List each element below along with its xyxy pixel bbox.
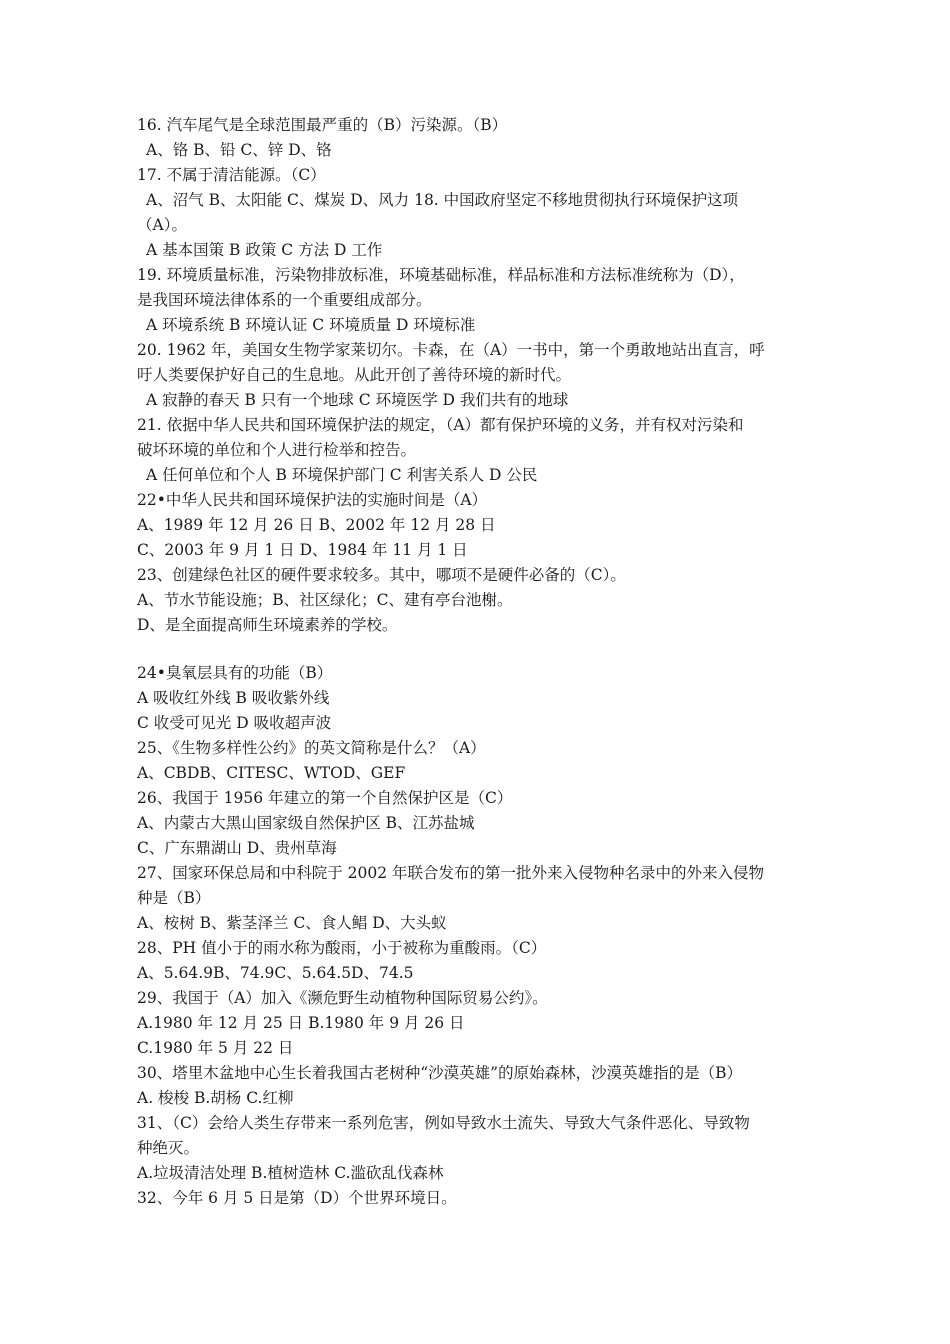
question-20: 20. 1962 年，美国女生物学家莱切尔。卡森，在（A）一书中，第一个勇敢地站出直言，呼 xyxy=(137,341,765,359)
question-31-options: A.垃圾清洁处理 B.植树造林 C.滥砍乱伐森林 xyxy=(137,1164,444,1182)
question-27: 27、国家环保总局和中科院于 2002 年联合发布的第一批外来入侵物种名录中的外来入侵物 xyxy=(137,864,765,882)
question-28-options: A、5.64.9B、74.9C、5.64.5D、74.5 xyxy=(137,964,414,982)
question-23-options-abc: A、节水节能设施；B、社区绿化；C、建有亭台池榭。 xyxy=(137,591,513,609)
question-26-options-ab: A、内蒙古大黑山国家级自然保护区 B、江苏盐城 xyxy=(137,814,475,832)
question-20-continuation: 吁人类要保护好自己的生息地。从此开创了善待环境的新时代。 xyxy=(137,366,572,384)
question-29-options-ab: A.1980 年 12 月 25 日 B.1980 年 9 月 26 日 xyxy=(137,1014,465,1032)
question-21-continuation: 破坏环境的单位和个人进行检举和控告。 xyxy=(137,441,417,459)
question-29-option-c: C.1980 年 5 月 22 日 xyxy=(137,1039,294,1057)
question-17-options-and-question-18: A、沼气 B、太阳能 C、煤炭 D、风力 18. 中国政府坚定不移地贯彻执行环境保护这项 xyxy=(146,191,739,209)
question-24-options-cd: C 收受可见光 D 吸收超声波 xyxy=(137,714,332,732)
question-22: 22•中华人民共和国环境保护法的实施时间是（A） xyxy=(137,491,488,509)
question-17: 17. 不属于清洁能源。（C） xyxy=(137,166,326,184)
question-23: 23、创建绿色社区的硬件要求较多。其中，哪项不是硬件必备的（C）。 xyxy=(137,566,626,584)
question-30-options: A. 梭梭 B.胡杨 C.红柳 xyxy=(137,1089,294,1107)
question-31: 31、（C）会给人类生存带来一系列危害，例如导致水土流失、导致大气条件恶化、导致物 xyxy=(137,1114,750,1132)
question-25-options: A、CBDB、CITESC、WTOD、GEF xyxy=(137,764,406,782)
question-26-options-cd: C、广东鼎湖山 D、贵州草海 xyxy=(137,839,337,857)
question-27-options: A、桉树 B、紫茎泽兰 C、食人鲳 D、大头蚁 xyxy=(137,914,447,932)
question-16: 16. 汽车尾气是全球范围最严重的（B）污染源。（B） xyxy=(137,116,508,134)
question-32: 32、今年 6 月 5 日是第（D）个世界环境日。 xyxy=(137,1189,457,1207)
question-19-continuation: 是我国环境法律体系的一个重要组成部分。 xyxy=(137,291,432,309)
question-19-options: A 环境系统 B 环境认证 C 环境质量 D 环境标准 xyxy=(146,316,476,334)
question-31-continuation: 种绝灭。 xyxy=(137,1139,200,1157)
question-20-options: A 寂静的春天 B 只有一个地球 C 环境医学 D 我们共有的地球 xyxy=(146,391,569,409)
question-26: 26、我国于 1956 年建立的第一个自然保护区是（C） xyxy=(137,789,513,807)
question-22-options-cd: C、2003 年 9 月 1 日 D、1984 年 11 月 1 日 xyxy=(137,541,468,559)
question-28: 28、PH 值小于的雨水称为酸雨，小于被称为重酸雨。（C） xyxy=(137,939,547,957)
question-21: 21. 依据中华人民共和国环境保护法的规定，（A）都有保护环境的义务，并有权对污染和 xyxy=(137,416,744,434)
question-30: 30、塔里木盆地中心生长着我国古老树种“沙漠英雄”的原始森林，沙漠英雄指的是（B） xyxy=(137,1064,742,1082)
question-24-options-ab: A 吸收红外线 B 吸收紫外线 xyxy=(137,689,330,707)
question-18-options: A 基本国策 B 政策 C 方法 D 工作 xyxy=(146,241,383,259)
question-21-options: A 任何单位和个人 B 环境保护部门 C 利害关系人 D 公民 xyxy=(146,466,538,484)
question-24: 24•臭氧层具有的功能（B） xyxy=(137,664,333,682)
question-25: 25、《生物多样性公约》的英文简称是什么？（A） xyxy=(137,739,486,757)
document-body xyxy=(137,113,817,1211)
question-22-options-ab: A、1989 年 12 月 26 日 B、2002 年 12 月 28 日 xyxy=(137,516,496,534)
question-27-continuation: 种是（B） xyxy=(137,889,211,907)
paragraph-spacer xyxy=(137,638,817,661)
question-23-option-d: D、是全面提高师生环境素养的学校。 xyxy=(137,616,398,634)
question-29: 29、我国于（A）加入《濒危野生动植物种国际贸易公约》。 xyxy=(137,989,548,1007)
question-16-options: A、铬 B、铅 C、锌 D、铬 xyxy=(146,141,332,159)
question-19: 19. 环境质量标准，污染物排放标准，环境基础标准，样品标准和方法标准统称为（D）， xyxy=(137,266,745,284)
question-18-continuation: （A）。 xyxy=(137,216,187,234)
